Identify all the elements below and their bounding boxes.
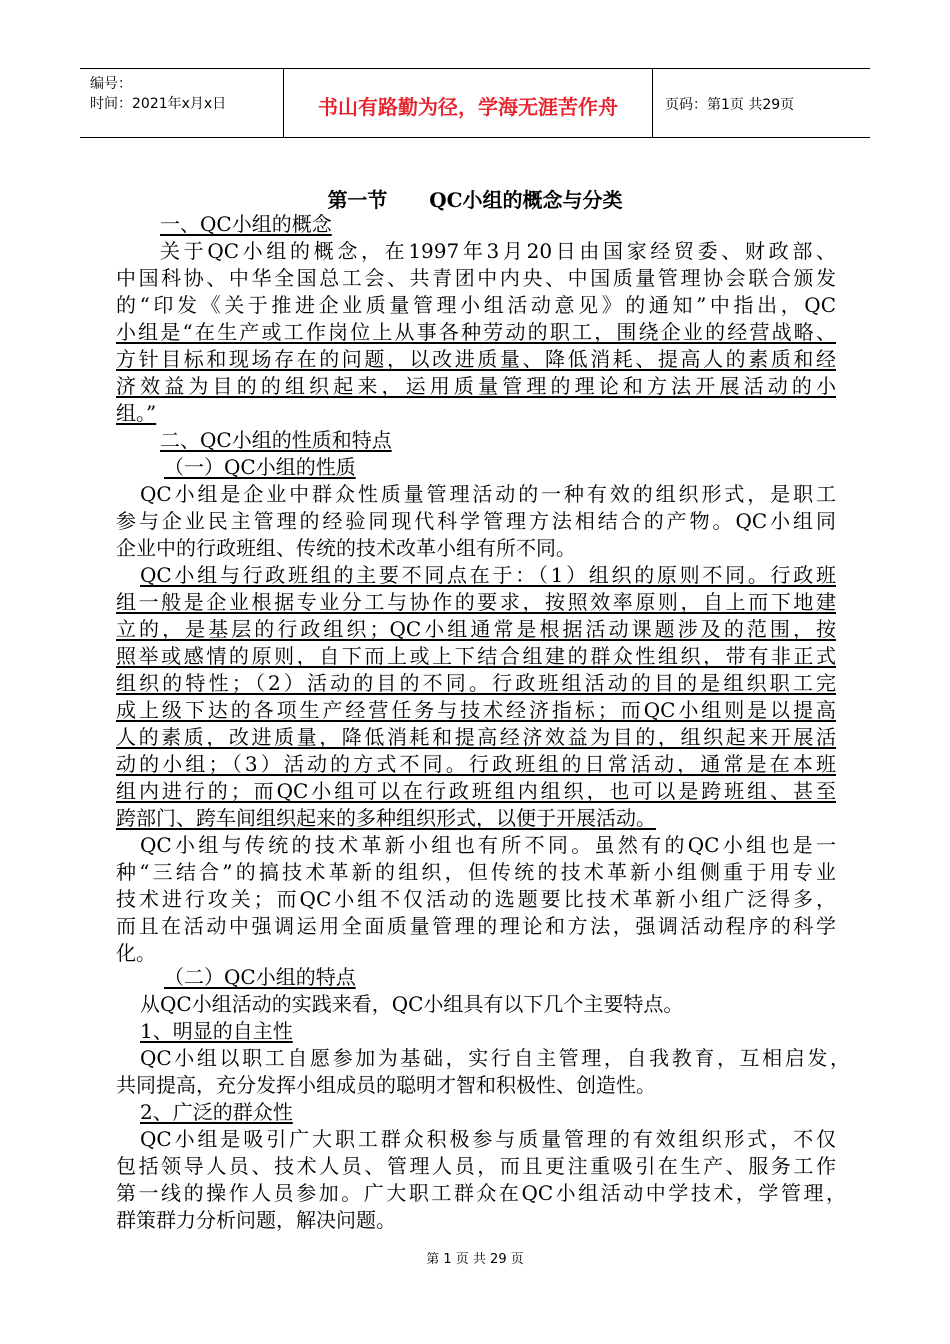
subheading-features: （二）QC小组的特点	[164, 965, 356, 989]
paragraph-line: QC小组与传统的技术革新小组也有所不同。虽然有的QC小组也是一	[140, 833, 836, 857]
header-meta-cell	[80, 69, 284, 137]
paragraph-line: 技术进行攻关；而QC小组不仅活动的选题要比技术革新小组广泛得多，	[116, 887, 836, 911]
paragraph-line: 小组是“在生产或工作岗位上从事各种劳动的职工，围绕企业的经营战略、	[116, 320, 836, 344]
paragraph-line: 共同提高，充分发挥小组成员的聪明才智和积极性、创造性。	[116, 1073, 656, 1097]
paragraph-line: QC小组与行政班组的主要不同点在于：（1）组织的原则不同。行政班	[140, 563, 836, 587]
paragraph-line: 包括领导人员、技术人员、管理人员，而且更注重吸引在生产、服务工作	[116, 1154, 836, 1178]
paragraph-line: 第一线的操作人员参加。广大职工群众在QC小组活动中学技术，学管理，	[116, 1181, 846, 1205]
paragraph-line: 关于QC小组的概念，在1997年3月20日由国家经贸委、财政部、	[160, 239, 836, 263]
paragraph-line: QC小组是吸引广大职工群众积极参与质量管理的有效组织形式，不仅	[140, 1127, 836, 1151]
paragraph-line: 中国科协、中华全国总工会、共青团中内央、中国质量管理协会联合颁发	[116, 266, 836, 290]
paragraph-line: 组织的特性；（2）活动的目的不同。行政班组活动的目的是组织职工完	[116, 671, 836, 695]
number-label: 编号：	[90, 76, 132, 92]
paragraph-line: 照举或感情的原则，自下而上或上下结合组建的群众性组织，带有非正式	[116, 644, 836, 668]
paragraph-line: 立的，是基层的行政组织；QC小组通常是根据活动课题涉及的范围，按	[116, 617, 836, 641]
section-title: 第一节 QC小组的概念与分类	[327, 188, 623, 212]
paragraph-line: 组内进行的；而QC小组可以在行政班组内组织，也可以是跨班组、甚至	[116, 779, 836, 803]
time-label: 时间：2021年x月x日	[90, 96, 227, 112]
page-label: 页码：第1页 共29页	[665, 97, 795, 113]
paragraph-line: 参与企业民主管理的经验同现代科学管理方法相结合的产物。QC小组同	[116, 509, 836, 533]
paragraph-line: 方针目标和现场存在的问题，以改进质量、降低消耗、提高人的素质和经	[116, 347, 836, 371]
paragraph-line: 成上级下达的各项生产经营任务与技术经济指标；而QC小组则是以提高	[116, 698, 836, 722]
feature-heading-mass: 2、广泛的群众性	[140, 1100, 293, 1124]
paragraph-line: 组。”	[116, 401, 157, 425]
paragraph-line: 的“印发《关于推进企业质量管理小组活动意见》的通知”中指出，QC	[116, 293, 836, 317]
paragraph-line: 群策群力分析问题，解决问题。	[116, 1208, 396, 1232]
paragraph-line: QC小组是企业中群众性质量管理活动的一种有效的组织形式，是职工	[140, 482, 836, 506]
paragraph-line: 济效益为目的的组织起来，运用质量管理的理论和方法开展活动的小	[116, 374, 836, 398]
page-footer: 第 1 页 共 29 页	[426, 1252, 524, 1267]
paragraph-line: 企业中的行政班组、传统的技术改革小组有所不同。	[116, 536, 576, 560]
paragraph-line: 化。	[116, 941, 156, 965]
header-motto-cell	[284, 69, 653, 137]
paragraph-line: 从QC小组活动的实践来看，QC小组具有以下几个主要特点。	[140, 992, 684, 1016]
paragraph-line: 种“三结合”的搞技术革新的组织，但传统的技术革新小组侧重于用专业	[116, 860, 836, 884]
paragraph-line: 动的小组；（3）活动的方式不同。行政班组的日常活动，通常是在本班	[116, 752, 836, 776]
motto-text: 书山有路勤为径，学海无涯苦作舟	[318, 95, 618, 119]
paragraph-line: 而且在活动中强调运用全面质量管理的理论和方法，强调活动程序的科学	[116, 914, 836, 938]
heading-nature: 二、QC小组的性质和特点	[160, 428, 392, 452]
subheading-nature: （一）QC小组的性质	[164, 455, 356, 479]
header-page-cell	[653, 69, 870, 137]
paragraph-line: 组一般是企业根据专业分工与协作的要求，按照效率原则，自上而下地建	[116, 590, 836, 614]
paragraph-line: 人的素质，改进质量，降低消耗和提高经济效益为目的，组织起来开展活	[116, 725, 836, 749]
heading-concept: 一、QC小组的概念	[160, 212, 332, 236]
paragraph-line: 跨部门、跨车间组织起来的多种组织形式，以便于开展活动。	[116, 806, 656, 830]
paragraph-line: QC小组以职工自愿参加为基础，实行自主管理，自我教育，互相启发，	[140, 1046, 850, 1070]
feature-heading-autonomy: 1、明显的自主性	[140, 1019, 293, 1043]
page-header	[80, 68, 870, 138]
